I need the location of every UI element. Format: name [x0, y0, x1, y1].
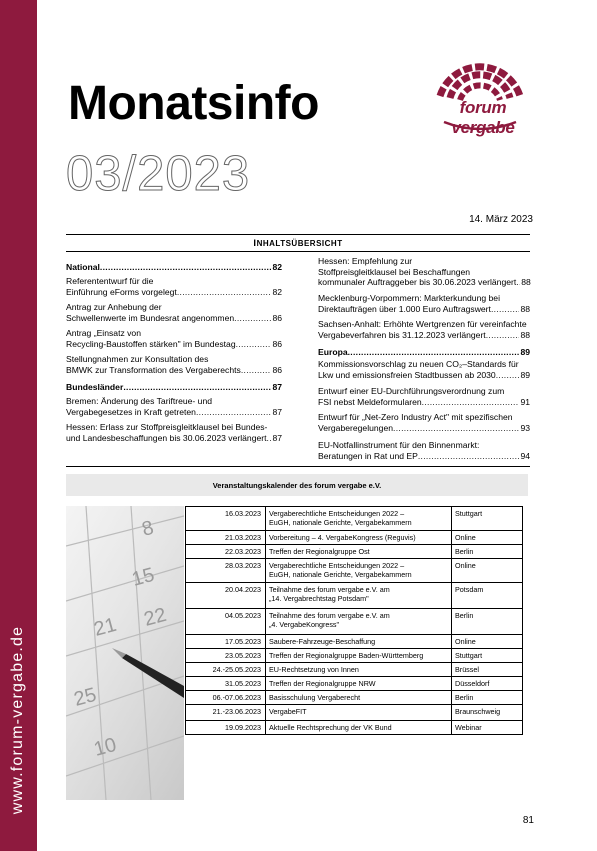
toc-entry-text: FSI nebst Meldeformularen — [318, 396, 422, 407]
toc-entry[interactable] — [318, 319, 530, 340]
toc-page-number: 89 — [520, 347, 530, 357]
event-title-line: EuGH, nationale Gerichte, Vergabekammern — [269, 570, 412, 579]
table-row[interactable] — [186, 545, 523, 559]
event-date: 19.09.2023 — [186, 721, 266, 735]
event-date: 22.03.2023 — [186, 545, 266, 559]
event-location: Online — [452, 531, 523, 545]
toc-entry-text: Recycling-Baustoffen stärken" im Bundestag — [66, 338, 236, 349]
toc-top-rule — [66, 234, 530, 235]
dot-leader — [177, 287, 272, 298]
event-location: Berlin — [452, 691, 523, 705]
toc-bottom-rule — [66, 466, 530, 467]
toc-entry[interactable] — [66, 382, 282, 393]
dot-leader — [496, 370, 520, 381]
event-title — [266, 583, 452, 609]
event-date: 31.05.2023 — [186, 677, 266, 691]
toc-page-number: 94 — [520, 450, 530, 461]
event-title-line: VergabeFIT — [269, 707, 307, 716]
toc-entry-text: Entwurf für „Net-Zero Industry Act" mit spezifischen — [318, 412, 513, 422]
event-location: Potsdam — [452, 583, 523, 609]
svg-text:15: 15 — [129, 563, 157, 591]
event-calendar-table — [185, 506, 523, 735]
toc-entry-text: Referententwurf für die — [66, 276, 154, 286]
event-location: Webinar — [452, 721, 523, 735]
event-date: 23.05.2023 — [186, 649, 266, 663]
dot-leader — [241, 365, 272, 376]
toc-entry[interactable] — [66, 422, 282, 443]
toc-entry[interactable] — [318, 293, 530, 314]
toc-page-number: 86 — [272, 338, 282, 349]
calendar-page-illustration — [66, 506, 184, 800]
event-title — [266, 705, 452, 721]
toc-entry[interactable] — [66, 328, 282, 349]
event-title — [266, 721, 452, 735]
table-row[interactable] — [186, 677, 523, 691]
table-row[interactable] — [186, 705, 523, 721]
toc-page-number: 82 — [272, 286, 282, 297]
event-location: Stuttgart — [452, 507, 523, 531]
table-row[interactable] — [186, 583, 523, 609]
event-title-line: Teilnahme des forum vergabe e.V. am — [269, 585, 390, 594]
dot-leader — [393, 423, 519, 434]
toc-entry-text: Sachsen-Anhalt: Erhöhte Wertgrenzen für vereinfachte — [318, 319, 527, 329]
table-row[interactable] — [186, 609, 523, 635]
toc-entry-text: kommunaler Auftraggeber bis 30.06.2023 verlängert — [318, 277, 517, 288]
toc-entry-text: Vergabegesetzes in Kraft getreten — [66, 406, 196, 417]
dot-leader — [491, 304, 520, 315]
toc-entry-text: Hessen: Empfehlung zur — [318, 256, 413, 266]
dot-leader — [348, 347, 520, 358]
event-title-line: Vorbereitung – 4. VergabeKongress (Reguvis) — [269, 533, 416, 542]
toc-entry-text: Beratungen in Rat und EP — [318, 450, 418, 461]
event-location: Stuttgart — [452, 649, 523, 663]
toc-entry-text: Entwurf einer EU-Durchführungsverordnung zum — [318, 386, 505, 396]
event-title-line: Vergaberechtliche Entscheidungen 2022 – — [269, 561, 405, 570]
svg-text:22: 22 — [141, 603, 169, 631]
event-title-line: EuGH, nationale Gerichte, Vergabekammern — [269, 518, 412, 527]
toc-entry-text: BMWK zur Transformation des Vergaberechts — [66, 364, 241, 375]
toc-page-number: 93 — [520, 422, 530, 433]
event-date: 06.-07.06.2023 — [186, 691, 266, 705]
toc-entry-text: Europa — [318, 347, 348, 357]
toc-entry[interactable] — [66, 396, 282, 417]
table-row[interactable] — [186, 649, 523, 663]
table-row[interactable] — [186, 635, 523, 649]
toc-entry[interactable] — [318, 440, 530, 461]
event-location: Online — [452, 559, 523, 583]
toc-entry-text: Bremen: Änderung des Tariftreue- und — [66, 396, 213, 406]
toc-heading: INHALTSÜBERSICHT — [253, 238, 343, 249]
page-number: 81 — [522, 815, 534, 826]
toc-entry[interactable] — [318, 347, 530, 358]
event-location: Brüssel — [452, 663, 523, 677]
issue-date: 14. März 2023 — [469, 214, 533, 225]
dot-leader — [486, 330, 520, 341]
event-location: Online — [452, 635, 523, 649]
toc-entry-text: Antrag zur Anhebung der — [66, 302, 162, 312]
event-location: Berlin — [452, 609, 523, 635]
toc-entry[interactable] — [318, 412, 530, 433]
event-date: 21.-23.06.2023 — [186, 705, 266, 721]
event-date: 28.03.2023 — [186, 559, 266, 583]
svg-text:25: 25 — [71, 683, 99, 711]
toc-entry-text: Schwellenwerte im Bundesrat angenommen — [66, 312, 235, 323]
toc-entry-text: Einführung eForms vorgelegt — [66, 286, 177, 297]
toc-entry[interactable] — [318, 256, 530, 288]
dot-leader — [234, 313, 271, 324]
toc-entry-text: Hessen: Erlass zur Stoffpreisgleitklausel bei Bundes- — [66, 422, 268, 432]
event-title-line: Treffen der Regionalgruppe Ost — [269, 547, 370, 556]
toc-entry-text: Mecklenburg-Vorpommern: Markterkundung bei — [318, 293, 500, 303]
toc-entry-text: National — [66, 262, 100, 272]
event-title-line: „4. VergabeKongress" — [269, 620, 340, 629]
event-title — [266, 559, 452, 583]
toc-page-number: 87 — [272, 382, 282, 392]
event-title-line: Saubere-Fahrzeuge-Beschaffung — [269, 637, 376, 646]
event-title-line: EU-Rechtsetzung von Innen — [269, 665, 359, 674]
website-url[interactable]: www.forum-vergabe.de — [9, 625, 26, 815]
toc-entry[interactable] — [66, 302, 282, 323]
event-title-line: Teilnahme des forum vergabe e.V. am — [269, 611, 390, 620]
toc-page-number: 88 — [521, 277, 531, 288]
event-title-line: „14. Vergabrechtstag Potsdam" — [269, 594, 369, 603]
toc-entry-text: Vergaberegelungen — [318, 422, 394, 433]
calendar-photo — [66, 506, 184, 800]
toc-page-number: 87 — [272, 406, 282, 417]
svg-text:10: 10 — [91, 733, 119, 761]
toc-entry-text: Bundesländer — [66, 382, 124, 392]
event-title — [266, 663, 452, 677]
table-row[interactable] — [186, 691, 523, 705]
toc-page-number: 91 — [520, 396, 530, 407]
toc-entry-text: Antrag „Einsatz von — [66, 328, 141, 338]
toc-page-number: 86 — [272, 312, 282, 323]
toc-page-number: 89 — [520, 369, 530, 380]
toc-entry[interactable] — [318, 386, 530, 407]
sidebar-band — [0, 0, 37, 851]
event-date: 21.03.2023 — [186, 531, 266, 545]
toc-page-number: 87 — [272, 432, 282, 443]
event-title — [266, 531, 452, 545]
toc-entry[interactable] — [66, 262, 282, 273]
dot-leader — [422, 397, 520, 408]
toc-entry-text: Stoffpreisgleitklausel bei Beschaffungen — [318, 266, 471, 277]
table-row[interactable] — [186, 559, 523, 583]
issue-number: 03/2023 — [66, 147, 251, 201]
event-title — [266, 691, 452, 705]
toc-entry[interactable] — [318, 359, 530, 380]
dot-leader — [236, 339, 272, 350]
event-location: Braunschweig — [452, 705, 523, 721]
toc-page-number: 88 — [520, 329, 530, 340]
logo-text: forum vergabe — [451, 98, 515, 137]
event-date: 24.-25.05.2023 — [186, 663, 266, 677]
toc-entry-text: Lkw und emissionsfreien Stadtbussen ab 2030 — [318, 369, 496, 380]
toc-heading-rule — [66, 251, 530, 252]
event-title-line: Aktuelle Rechtsprechung der VK Bund — [269, 723, 392, 732]
event-title — [266, 677, 452, 691]
dot-leader — [196, 407, 271, 418]
event-title-line: Basisschulung Vergaberecht — [269, 693, 361, 702]
toc-page-number: 82 — [272, 262, 282, 272]
event-date: 20.04.2023 — [186, 583, 266, 609]
page-title: Monatsinfo — [68, 77, 319, 130]
toc-entry-text: EU-Notfallinstrument für den Binnenmarkt: — [318, 440, 480, 450]
event-title-line: Treffen der Regionalgruppe Baden-Württemberg — [269, 651, 424, 660]
svg-text:8: 8 — [139, 516, 157, 541]
calendar-header: Veranstaltungskalender des forum vergabe e.V. — [66, 474, 528, 496]
toc-page-number: 86 — [272, 364, 282, 375]
toc-entry[interactable] — [66, 276, 282, 297]
dot-leader — [123, 382, 271, 393]
dot-leader — [418, 451, 520, 462]
dot-leader — [100, 262, 272, 273]
toc-page-number: 88 — [520, 303, 530, 314]
event-title — [266, 649, 452, 663]
event-date: 17.05.2023 — [186, 635, 266, 649]
event-title — [266, 609, 452, 635]
table-row[interactable] — [186, 663, 523, 677]
event-title-line: Vergaberechtliche Entscheidungen 2022 – — [269, 509, 405, 518]
toc-entry-text: Direktaufträgen über 1.000 Euro Auftragswert — [318, 303, 491, 314]
toc-entry-text: und Landesbeschaffungen bis 30.06.2023 verlängert — [66, 432, 267, 443]
event-date: 16.03.2023 — [186, 507, 266, 531]
event-location: Düsseldorf — [452, 677, 523, 691]
svg-text:21: 21 — [91, 613, 119, 641]
event-title-line: Treffen der Regionalgruppe NRW — [269, 679, 376, 688]
toc-entry-text: Vergabeverfahren bis 31.12.2023 verlängert — [318, 329, 486, 340]
event-title — [266, 635, 452, 649]
event-title — [266, 545, 452, 559]
event-date: 04.05.2023 — [186, 609, 266, 635]
table-row[interactable] — [186, 531, 523, 545]
toc-entry-text: Stellungnahmen zur Konsultation des — [66, 354, 209, 364]
table-row[interactable] — [186, 507, 523, 531]
event-title — [266, 507, 452, 531]
pen-icon — [112, 648, 184, 698]
toc-entry-text: Kommissionsvorschlag zu neuen CO₂–Standards für — [318, 359, 519, 369]
table-row[interactable] — [186, 721, 523, 735]
toc-entry[interactable] — [66, 354, 282, 375]
event-location: Berlin — [452, 545, 523, 559]
